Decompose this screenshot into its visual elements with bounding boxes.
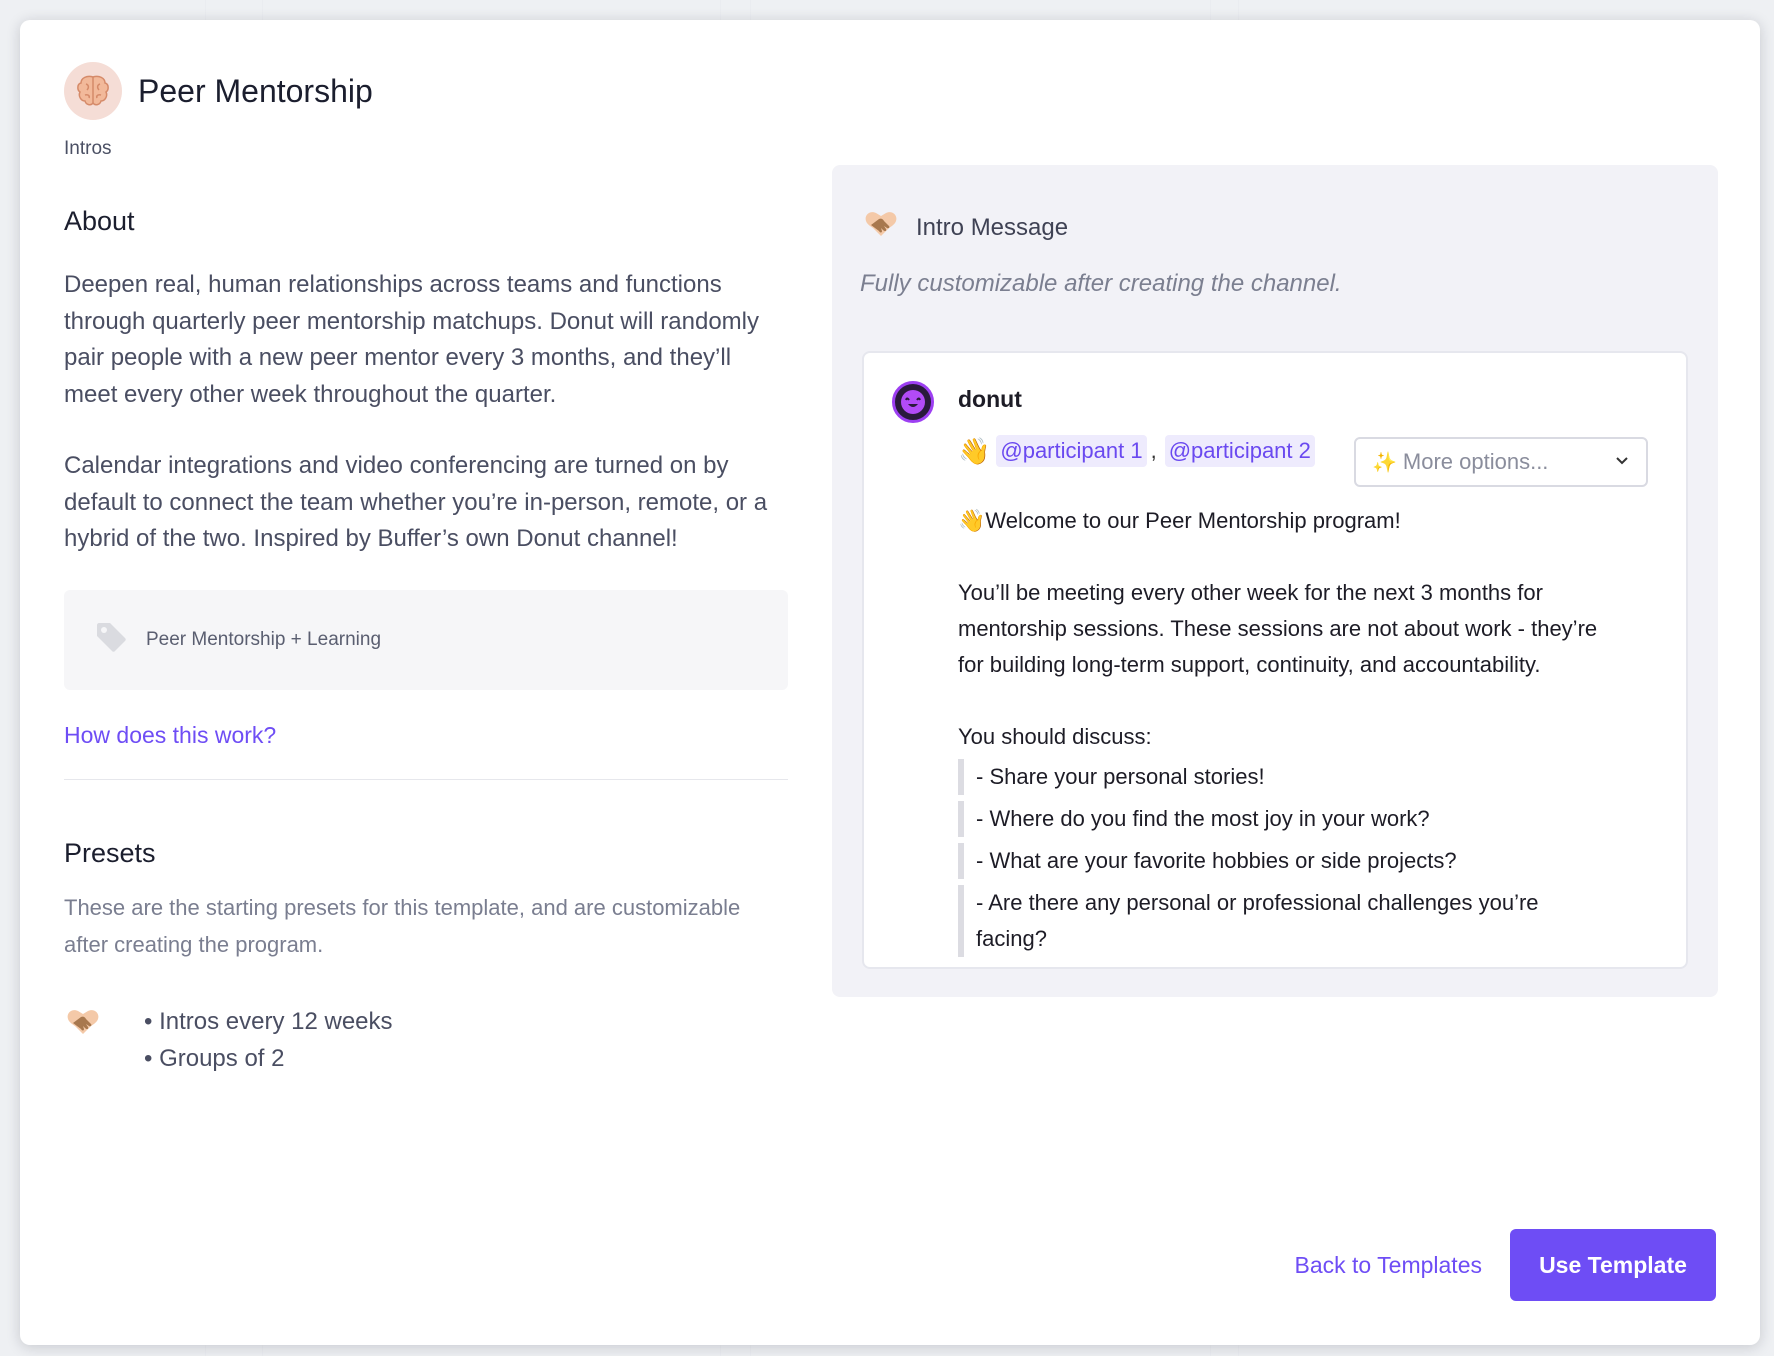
message-body [958, 503, 1608, 963]
about-paragraph: Deepen real, human relationships across teams and functions through quarterly peer mentorship matchups. Donut will randomly pair people with a new peer mentor every 3 months, and they’ll meet every other week throughout the quarter. [64, 271, 760, 408]
welcome-text: Welcome to our Peer Mentorship program! [985, 508, 1401, 533]
message-sender: donut [958, 386, 1022, 412]
back-to-templates-link[interactable]: Back to Templates [1294, 1251, 1482, 1278]
preset-item: • Groups of 2 [144, 1044, 285, 1072]
mention-participant-2[interactable]: @participant 2 [1165, 435, 1315, 467]
more-options-dropdown[interactable] [1354, 437, 1648, 487]
divider [64, 779, 788, 780]
modal-footer [1294, 1229, 1716, 1301]
chevron-down-icon [1614, 453, 1630, 471]
intro-message-heading: Intro Message [916, 213, 1069, 241]
message-preview[interactable] [862, 351, 1688, 969]
tag-box [64, 590, 788, 690]
use-template-button[interactable]: Use Template [1510, 1229, 1716, 1301]
intro-message-panel [832, 165, 1718, 997]
waving-hand-icon: 👋 [958, 508, 986, 533]
modal-header [64, 62, 373, 120]
tag-icon [94, 620, 128, 659]
discuss-heading: You should discuss: [958, 724, 1152, 749]
tag-label: Peer Mentorship + Learning [146, 628, 382, 650]
presets-list [64, 1005, 788, 1077]
mention-separator: , [1150, 438, 1157, 463]
template-modal [20, 20, 1760, 1345]
discuss-item: - Where do you find the most joy in your work? [958, 801, 1608, 837]
donut-avatar [892, 381, 934, 423]
how-does-this-work-link[interactable]: How does this work? [64, 721, 277, 748]
handshake-icon [862, 207, 900, 248]
discuss-item: - Are there any personal or professional challenges you’re facing? [958, 885, 1608, 957]
handshake-icon [64, 1005, 102, 1077]
about-paragraph: Calendar integrations and video conferencing are turned on by default to connect the team whether you’re in-person, remote, or a hybrid of the two. Inspired by Buffer’s own Donut channel! [64, 452, 768, 552]
discuss-item: - Share your personal stories! [958, 759, 1608, 795]
sparkles-icon: ✨ [1372, 451, 1397, 474]
mention-participant-1[interactable]: @participant 1 [996, 435, 1146, 467]
presets-description: These are the starting presets for this template, and are customizable after creating the program. [64, 894, 741, 957]
presets-heading: Presets [64, 837, 156, 868]
discuss-item: - What are your favorite hobbies or side projects? [958, 843, 1608, 879]
about-section [64, 206, 788, 1077]
mentions-row [958, 435, 1315, 467]
body-text: You’ll be meeting every other week for the next 3 months for mentorship sessions. These sessions are not about work - they’re for building long-term support, continuity, and accountability. [958, 580, 1598, 677]
preset-item: • Intros every 12 weeks [144, 1007, 393, 1035]
intro-message-header [862, 207, 1068, 248]
about-heading: About [64, 206, 135, 236]
intro-message-note: Fully customizable after creating the channel. [860, 270, 1342, 297]
waving-hand-icon: 👋 [958, 435, 991, 466]
template-title: Peer Mentorship [138, 72, 373, 109]
template-category: Intros [64, 138, 112, 159]
more-options-label: More options... [1402, 449, 1549, 474]
brain-icon [64, 62, 122, 120]
